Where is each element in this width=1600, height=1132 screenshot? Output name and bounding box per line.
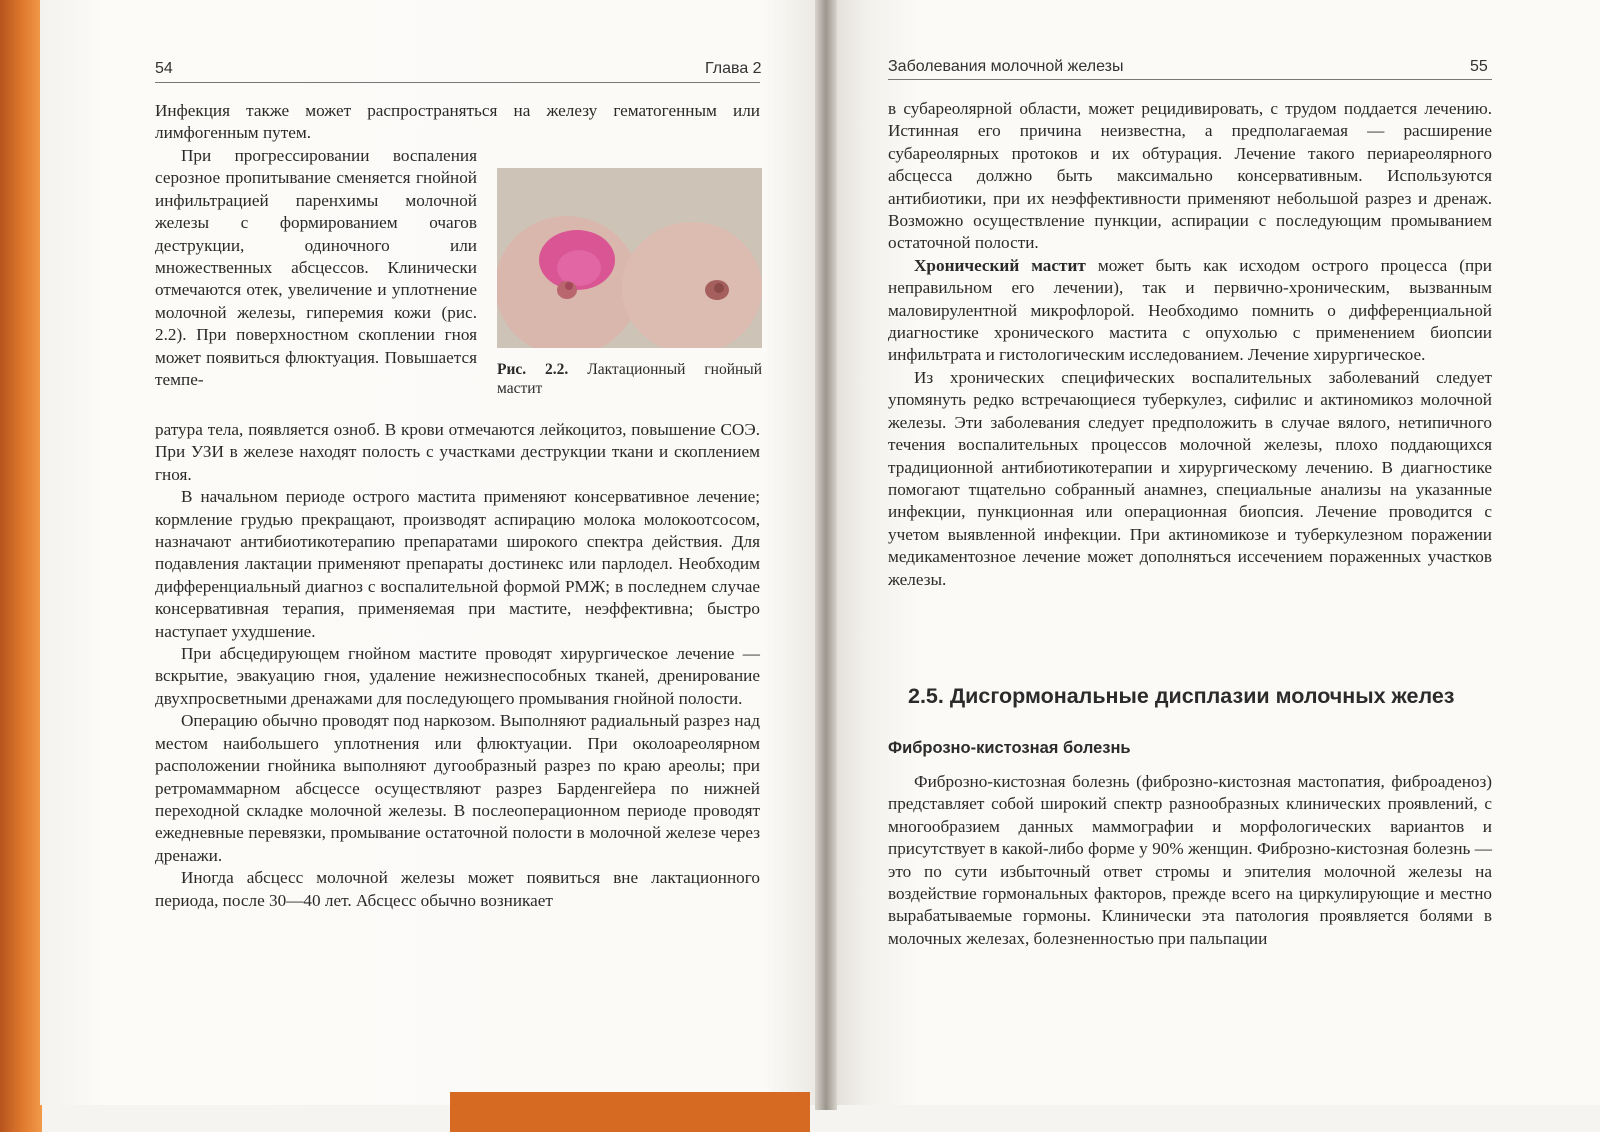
left-para-2: В начальном периоде острого мастита применяют консервативное лечение; кормление грудью прекращают, производят аспирацию молока молокоотсосом, назначают антибиотикотерапию препаратами широкого спектра действия. Для подавления лактации применяют препараты достинекс или парлодел. Необходим дифференциальный диагноз с воспалительной формой РМЖ; в последнем случае консервативная терапия, применяемая при мастите, неэффективна; быстро наступает ухудшение. (155, 487, 760, 641)
left-header-rule (155, 82, 760, 83)
breast-photo-illustration (497, 168, 762, 348)
left-para-top: Инфекция также может распространяться на железу гематогенным или лимфогенным путем. (155, 101, 760, 143)
left-para-body (155, 419, 760, 912)
right-para-block-2 (888, 771, 1492, 950)
left-para-wrap: При прогрессировании воспаления серозное пропитывание сменяется гнойной инфильтрацией паренхимы молочной железы с формированием очагов деструкции, одиночного или множественных абсцессов. Клинически отмечаются отек, увеличение и уплотнение молочной железы, гиперемия кожи (рис. 2.2). При поверхностном скоплении гноя может появиться флюктуация. Повышается темпе- (155, 146, 477, 390)
figure-label: Рис. 2.2. (497, 361, 569, 378)
right-para-2: Хронический мастит может быть как исходом острого процесса (при неправильном его лечении), так и первично-хроническим, вызванным маловирулентной микрофлорой. Необходимо помнить о дифференциальной диагностике хронического мастита с опухолью с применением биопсии инфильтрата и гистологическим исследованием. Лечение хирургическое. (888, 255, 1492, 365)
right-page-number: 55 (1470, 58, 1488, 75)
figure-caption-text: Лактационный гнойный мастит (497, 361, 763, 397)
right-para-3: Из хронических специфических воспалительных заболеваний следует упомянуть редко встречающиеся туберкулез, сифилис и актиномикоз молочной железы. Эти заболевания следует предположить в случае вялого, нетипичного течения воспалительных процессов молочной железы, плохо поддающихся традиционной антибиотикотерапии и хирургическому лечению. В диагностике помогают тщательно собранный анамнез, специальные анализы на указанные инфекции, пункционная или операционная биопсия. Лечение проводится с учетом выявленной инфекции. При актиномикозе и туберкулезном поражении медикаментозное лечение может дополняться иссечением пораженных участков железы. (888, 367, 1492, 589)
left-para-4: Операцию обычно проводят под наркозом. Выполняют радиальный разрез над местом наибольшего уплотнения или флюктуации. При околоареолярном расположении гнойника выполняют дугообразный разрез по краю ареолы; при ретромаммарном абсцессе осуществляют разрез Барденгейера по нижней переходной складке молочной железы. В послеоперационном периоде проводят ежедневные перевязки, промывание остаточной полости в молочной железе через дренажи. (155, 711, 760, 865)
book-cover-edge (0, 0, 42, 1132)
term-chronic-mastitis: Хронический мастит (914, 255, 1086, 275)
left-running-head: Глава 2 (705, 60, 762, 77)
book-cover-bottom-edge (450, 1092, 810, 1132)
right-para-1: в субареолярной области, может рецидивировать, с трудом поддается лечению. Истинная его причина неизвестна, а предполагаемая — расширение субареолярных протоков и их обтурация. Лечение такого периареолярного абсцесса должно быть максимально консервативным. Используются антибиотики, при их неэффективности применяют небольшой разрез и дренаж. Возможно осуществление пункции, аспирации с последующим промыванием остаточной полости. (888, 99, 1492, 253)
right-para-4: Фиброзно-кистозная болезнь (фиброзно-кистозная мастопатия, фиброаденоз) представляет собой широкий спектр разнообразных клинических проявлений, с многообразием данных маммографии и морфологических вариантов и присутствует в какой-либо форме у 90% женщин. Фиброзно-кистозная болезнь — это по сути избыточный ответ стромы и эпителия молочной железы на воздействие гормональных факторов, прежде всего на циркулирующие и местно вырабатываемые гормоны. Клинически эта патология проявляется болями в молочных железах, болезненностью при пальпации (888, 772, 1492, 948)
left-para-5: Иногда абсцесс молочной железы может появиться вне лактационного периода, после 30—40 лет. Абсцесс обычно возникает (155, 868, 760, 910)
section-heading: 2.5. Дисгормональные дисплазии молочных желез (908, 684, 1455, 708)
figure-2-2-photo (497, 168, 762, 348)
left-page-number: 54 (155, 60, 173, 77)
subsection-heading: Фиброзно-кистозная болезнь (888, 739, 1131, 757)
left-para-3: При абсцедирующем гнойном мастите проводят хирургическое лечение — вскрытие, эвакуацию гноя, удаление нежизнеспособных тканей, дренирование двухпросветными дренажами для последующего промывания гнойной полости. (155, 644, 760, 708)
figure-2-2-caption (497, 360, 762, 398)
right-header-rule (888, 79, 1492, 80)
right-running-head: Заболевания молочной железы (888, 58, 1124, 75)
right-para-block-1 (888, 98, 1492, 591)
left-para-wrap-cont: ратура тела, появляется озноб. В крови отмечаются лейкоцитоз, повышение СОЭ. При УЗИ в железе находят полость с участками деструкции ткани и скоплением гноя. (155, 420, 760, 484)
book-gutter (815, 0, 837, 1110)
